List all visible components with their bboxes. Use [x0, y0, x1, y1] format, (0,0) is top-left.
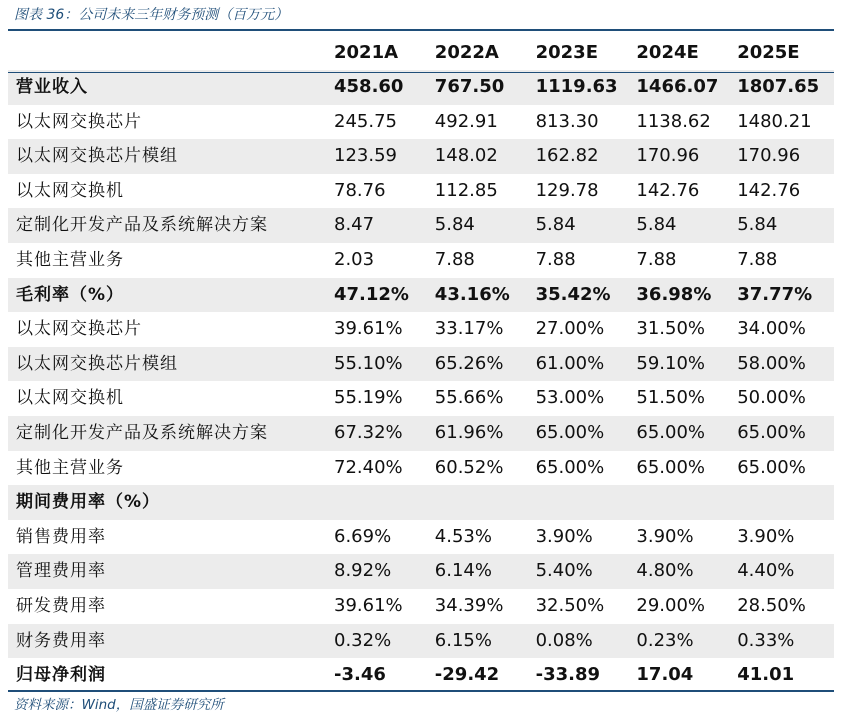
table-row — [8, 139, 834, 174]
row-value: 5.84 — [431, 208, 532, 243]
table-row — [8, 485, 834, 520]
row-value: 767.50 — [431, 70, 532, 105]
row-label: 期间费用率（%） — [8, 485, 330, 520]
row-label: 以太网交换机 — [16, 388, 124, 409]
header-cell-year: 2021A — [334, 42, 399, 63]
row-value: 245.75 — [334, 110, 397, 132]
header-cell-label — [8, 35, 330, 70]
row-value: 5.84 — [733, 208, 834, 243]
row-value: 0.08% — [532, 624, 633, 659]
row-value: 53.00% — [535, 387, 605, 409]
row-value: 6.14% — [431, 554, 532, 589]
row-label: 以太网交换机 — [16, 180, 124, 201]
row-value: 50.00% — [737, 387, 806, 409]
row-label: 其他主营业务 — [16, 249, 124, 270]
row-value: 3.90% — [737, 525, 795, 547]
row-value: 72.40% — [334, 456, 403, 478]
financial-forecast-table — [8, 35, 834, 693]
row-value: 31.50% — [636, 318, 706, 340]
row-value: 29.00% — [636, 594, 706, 616]
row-label: 定制化开发产品及系统解决方案 — [8, 208, 330, 243]
row-value: -29.42 — [434, 664, 500, 686]
row-value: -33.89 — [535, 664, 600, 686]
row-value: 5.84 — [532, 208, 633, 243]
row-value: 36.98% — [632, 278, 733, 313]
row-value: 65.00% — [532, 416, 633, 451]
row-value: 6.15% — [431, 624, 532, 659]
row-value: 65.00% — [636, 456, 706, 478]
row-value: 3.90% — [636, 525, 694, 547]
row-label: 定制化开发产品及系统解决方案 — [8, 416, 330, 451]
table-row — [8, 381, 834, 416]
table-row — [8, 416, 834, 451]
row-value: 0.23% — [632, 624, 733, 659]
table-row — [8, 658, 834, 693]
row-value: 142.76 — [636, 179, 700, 201]
row-value: 170.96 — [733, 139, 834, 174]
row-value: 35.42% — [532, 278, 633, 313]
row-value — [632, 485, 733, 520]
source-note: 资料来源：Wind，国盛证券研究所 — [14, 697, 224, 713]
header-row — [8, 35, 834, 70]
row-value: 492.91 — [434, 110, 498, 132]
row-value — [733, 485, 834, 520]
row-value: 43.16% — [431, 278, 532, 313]
figure-caption: 图表 36：公司未来三年财务预测（百万元） — [14, 7, 289, 23]
row-value: 123.59 — [330, 139, 431, 174]
row-value: 7.88 — [434, 248, 475, 270]
row-label: 研发费用率 — [16, 595, 106, 616]
row-value: 458.60 — [330, 70, 431, 105]
table-row — [8, 278, 834, 313]
row-label: 归母净利润 — [16, 665, 106, 686]
row-value: 0.33% — [733, 624, 834, 659]
row-value: 112.85 — [434, 179, 498, 201]
table-row — [8, 347, 834, 382]
table-row — [8, 624, 834, 659]
row-value: 8.92% — [330, 554, 431, 589]
row-value: 4.40% — [733, 554, 834, 589]
row-value: 41.01 — [737, 664, 795, 686]
row-label: 以太网交换芯片模组 — [8, 139, 330, 174]
row-label: 营业收入 — [8, 70, 330, 105]
row-value — [431, 485, 532, 520]
row-value: 1119.63 — [532, 70, 633, 105]
row-label: 以太网交换芯片 — [16, 111, 142, 132]
row-value: 34.39% — [434, 594, 504, 616]
row-value: 67.32% — [330, 416, 431, 451]
row-value: 55.66% — [434, 387, 504, 409]
bottom-rule — [8, 690, 834, 692]
row-value: 7.88 — [737, 248, 778, 270]
row-label: 其他主营业务 — [16, 457, 124, 478]
row-value: 33.17% — [434, 318, 504, 340]
table-row — [8, 174, 834, 209]
row-value: 1138.62 — [636, 110, 711, 132]
row-value: 65.00% — [737, 456, 806, 478]
row-value: 1480.21 — [737, 110, 812, 132]
row-value: 1807.65 — [733, 70, 834, 105]
row-value: 65.00% — [632, 416, 733, 451]
row-value: 148.02 — [431, 139, 532, 174]
row-value: 5.84 — [632, 208, 733, 243]
row-value — [532, 485, 633, 520]
row-value: 59.10% — [632, 347, 733, 382]
row-value: 813.30 — [535, 110, 599, 132]
row-value: 7.88 — [636, 248, 677, 270]
row-value: 142.76 — [737, 179, 801, 201]
row-label: 毛利率（%） — [8, 278, 330, 313]
header-cell-year: 2022A — [434, 42, 499, 63]
row-value: 47.12% — [330, 278, 431, 313]
table-row — [8, 312, 834, 347]
row-value: 17.04 — [636, 664, 694, 686]
row-value: 61.00% — [532, 347, 633, 382]
row-value: 162.82 — [532, 139, 633, 174]
row-label: 以太网交换芯片模组 — [8, 347, 330, 382]
table-row — [8, 554, 834, 589]
header-cell-year: 2023E — [535, 42, 598, 63]
row-value: -3.46 — [334, 664, 386, 686]
row-label: 财务费用率 — [8, 624, 330, 659]
row-value: 6.69% — [334, 525, 392, 547]
table-body — [8, 70, 834, 693]
top-rule — [8, 29, 834, 31]
row-value — [330, 485, 431, 520]
table-row — [8, 243, 834, 278]
row-value: 34.00% — [737, 318, 806, 340]
row-value: 32.50% — [535, 594, 605, 616]
row-label: 销售费用率 — [16, 526, 106, 547]
row-value: 78.76 — [334, 179, 386, 201]
table-row — [8, 589, 834, 624]
row-value: 2.03 — [334, 248, 375, 270]
row-value: 170.96 — [632, 139, 733, 174]
row-value: 65.00% — [535, 456, 605, 478]
row-value: 8.47 — [330, 208, 431, 243]
row-value: 27.00% — [535, 318, 605, 340]
row-value: 61.96% — [431, 416, 532, 451]
row-value: 1466.07 — [632, 70, 733, 105]
row-value: 51.50% — [636, 387, 706, 409]
row-value: 55.10% — [330, 347, 431, 382]
row-value: 37.77% — [733, 278, 834, 313]
row-value: 39.61% — [334, 318, 403, 340]
row-value: 55.19% — [334, 387, 403, 409]
row-label: 以太网交换芯片 — [16, 319, 142, 340]
row-label: 管理费用率 — [8, 554, 330, 589]
row-value: 60.52% — [434, 456, 504, 478]
row-value: 3.90% — [535, 525, 593, 547]
row-value: 5.40% — [532, 554, 633, 589]
row-value: 58.00% — [733, 347, 834, 382]
row-value: 4.80% — [632, 554, 733, 589]
header-cell-year: 2025E — [737, 42, 800, 63]
row-value: 4.53% — [434, 525, 492, 547]
table-row — [8, 520, 834, 555]
header-rule — [8, 72, 834, 73]
row-value: 129.78 — [535, 179, 599, 201]
row-value: 28.50% — [737, 594, 806, 616]
row-value: 39.61% — [334, 594, 403, 616]
row-value: 65.26% — [431, 347, 532, 382]
table-row — [8, 70, 834, 105]
table-row — [8, 208, 834, 243]
header-cell-year: 2024E — [636, 42, 699, 63]
row-value: 7.88 — [535, 248, 576, 270]
row-value: 65.00% — [733, 416, 834, 451]
table-row — [8, 451, 834, 486]
table-row — [8, 105, 834, 140]
row-value: 0.32% — [330, 624, 431, 659]
